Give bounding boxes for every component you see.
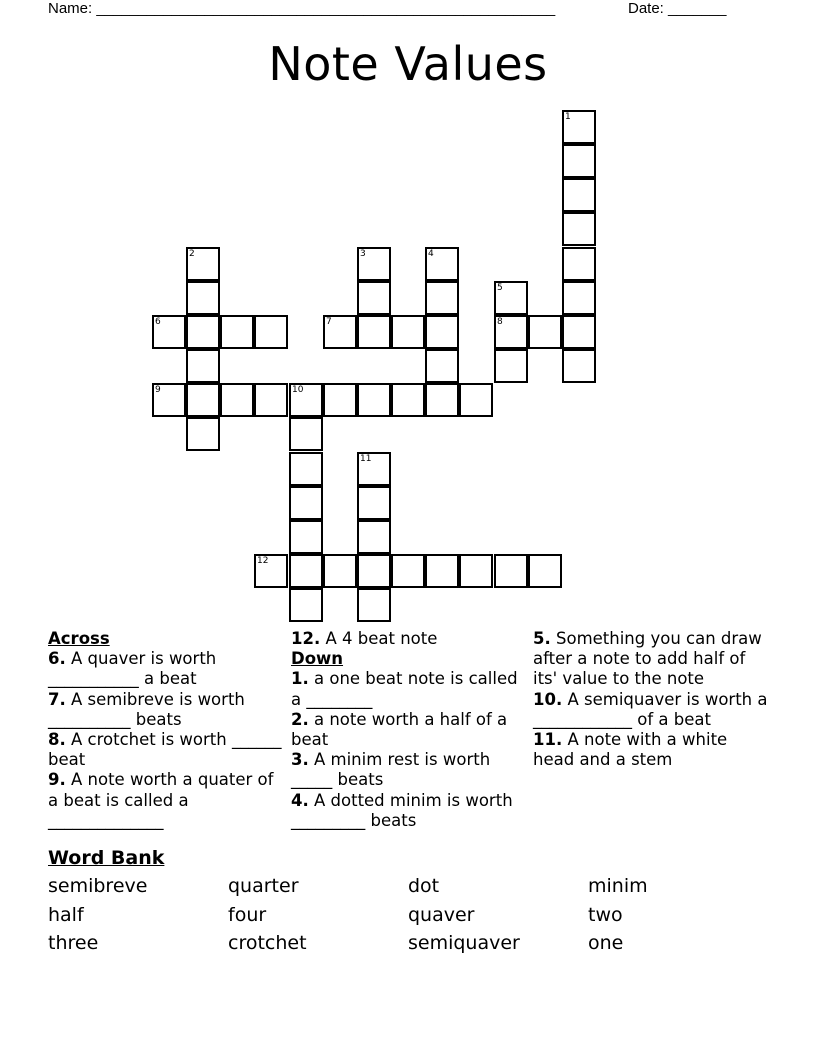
clue-number: 6 [155,317,161,327]
clue-number: 8 [497,317,503,327]
date-field[interactable]: Date: _______ [628,0,727,17]
word-bank-item: half [48,904,84,926]
crossword-cell[interactable] [425,315,459,349]
crossword-cell[interactable] [323,315,357,349]
crossword-cell[interactable] [186,383,220,417]
crossword-cell[interactable] [391,383,425,417]
clue-down-3: 3. A minim rest is worth _____ beats [291,750,491,790]
crossword-cell[interactable] [289,520,323,554]
clue-across-7: 7. A semibreve is worth __________ beats [48,689,245,729]
word-bank-item: three [48,932,99,954]
word-bank-item: semibreve [48,875,148,897]
crossword-cell[interactable] [425,281,459,315]
crossword-cell[interactable] [220,383,254,417]
crossword-cell[interactable] [562,349,596,383]
crossword-cell[interactable] [494,315,528,349]
crossword-cell[interactable] [562,144,596,178]
crossword-cell[interactable] [494,281,528,315]
crossword-cell[interactable] [254,315,288,349]
clues-column-2 [291,629,521,831]
crossword-cell[interactable] [562,212,596,246]
crossword-cell[interactable] [289,383,323,417]
crossword-cell[interactable] [357,520,391,554]
crossword-cell[interactable] [152,383,186,417]
clue-across-6: 6. A quaver is worth ___________ a beat [48,649,217,689]
crossword-cell[interactable] [220,315,254,349]
clue-number: 10 [292,385,304,395]
clue-down-2: 2. a note worth a half of a beat [291,709,508,750]
word-bank-item: crotchet [228,932,307,954]
crossword-cell[interactable] [186,247,220,281]
crossword-cell[interactable] [425,554,459,588]
crossword-cell[interactable] [323,383,357,417]
clue-number: 7 [326,317,332,327]
name-field[interactable]: Name: _______________________________________________________ [48,0,556,17]
crossword-cell[interactable] [459,554,493,588]
crossword-cell[interactable] [562,247,596,281]
crossword-cell[interactable] [562,315,596,349]
clue-down-1: 1. a one beat note is called a ________ [291,669,518,709]
word-bank-item: one [588,932,624,954]
crossword-cell[interactable] [152,315,186,349]
clue-number: 1 [565,112,571,122]
clues-column-3 [533,629,768,770]
crossword-cell[interactable] [562,178,596,212]
clue-down-4: 4. A dotted minim is worth _________ beats [291,790,513,830]
clue-across-12: 12. A 4 beat note [291,629,438,648]
crossword-cell[interactable] [186,315,220,349]
crossword-cell[interactable] [289,554,323,588]
word-bank-item: minim [588,875,648,897]
crossword-cell[interactable] [357,281,391,315]
crossword-cell[interactable] [562,281,596,315]
crossword-cell[interactable] [425,247,459,281]
crossword-cell[interactable] [391,554,425,588]
crossword-cell[interactable] [357,247,391,281]
clue-number: 12 [257,556,269,566]
crossword-cell[interactable] [528,554,562,588]
clues-column-1 [48,629,283,831]
crossword-cell[interactable] [357,452,391,486]
crossword-cell[interactable] [254,554,288,588]
word-bank-item: dot [408,875,440,897]
clue-number: 11 [360,454,372,464]
crossword-cell[interactable] [357,588,391,622]
crossword-cell[interactable] [425,383,459,417]
crossword-cell[interactable] [289,588,323,622]
crossword-cell[interactable] [254,383,288,417]
clue-number: 3 [360,249,366,259]
crossword-cell[interactable] [289,452,323,486]
crossword-cell[interactable] [357,383,391,417]
word-bank-item: quarter [228,875,299,897]
crossword-cell[interactable] [562,110,596,144]
crossword-cell[interactable] [323,554,357,588]
across-heading: Across [48,629,110,648]
clue-down-11: 11. A note with a white head and a stem [533,730,728,770]
crossword-cell[interactable] [289,486,323,520]
clue-down-5: 5. Something you can draw after a note to add half of its' value to the note [533,629,762,689]
clue-number: 4 [428,249,434,259]
word-bank-item: four [228,904,267,926]
page-title: Note Values [268,37,548,91]
clue-number: 5 [497,283,503,293]
word-bank-item: semiquaver [408,932,520,954]
clue-number: 2 [189,249,195,259]
crossword-cell[interactable] [528,315,562,349]
crossword-cell[interactable] [459,383,493,417]
crossword-cell[interactable] [186,281,220,315]
crossword-cell[interactable] [357,486,391,520]
word-bank-title: Word Bank [48,847,165,869]
crossword-cell[interactable] [425,349,459,383]
crossword-cell[interactable] [357,315,391,349]
word-bank-item: quaver [408,904,475,926]
crossword-cell[interactable] [357,554,391,588]
crossword-cell[interactable] [186,417,220,451]
crossword-cell[interactable] [289,417,323,451]
crossword-cell[interactable] [494,349,528,383]
crossword-cell[interactable] [494,554,528,588]
down-heading: Down [291,649,344,669]
crossword-cell[interactable] [186,349,220,383]
word-bank-item: two [588,904,623,926]
clue-across-8: 8. A crotchet is worth ______ beat [48,730,282,770]
clue-number: 9 [155,385,161,395]
clue-down-10: 10. A semiquaver is worth a ____________ of a beat [533,689,768,729]
crossword-cell[interactable] [391,315,425,349]
clue-across-9: 9. A note worth a quater of a beat is called a ______________ [48,770,274,830]
